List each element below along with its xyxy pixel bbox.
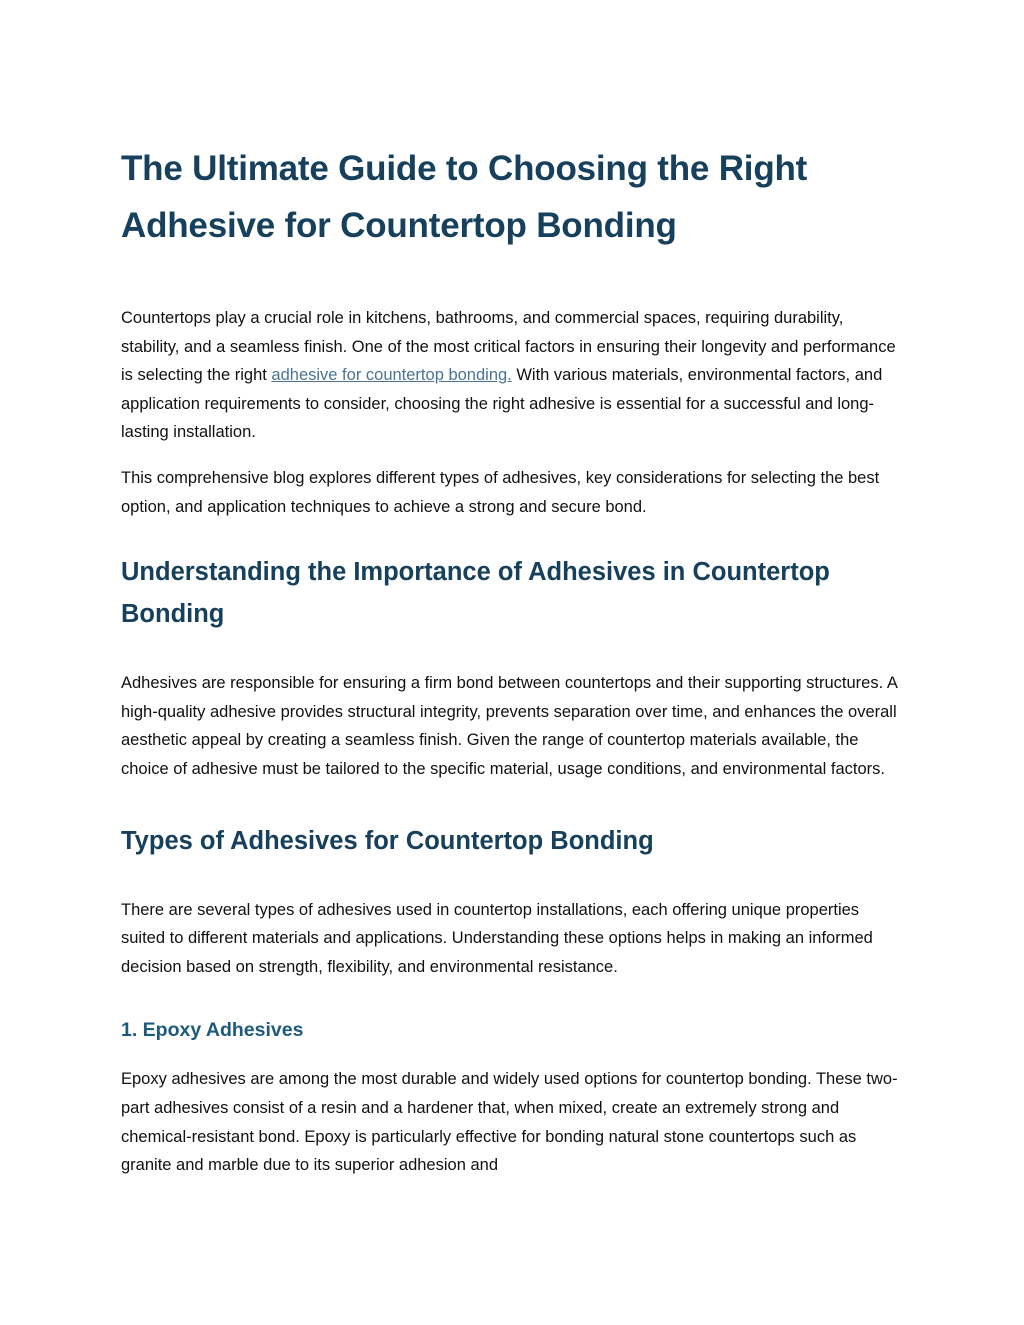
intro-text-before-link: Countertops play a crucial role in kitchens, bathrooms, and commercial spaces, requiring durability, stability, and a seamless finish. One of the most critical factors in ensuring their longevity and performance is selecting the right <box>121 309 896 385</box>
intro-paragraph <box>121 304 906 447</box>
intro-text-after-link: With various materials, environmental factors, and application requirements to consider, choosing the right adhesive is essential for a successful and long-lasting installation. <box>121 366 883 442</box>
overview-paragraph: This comprehensive blog explores different types of adhesives, key considerations for selecting the best option, and application techniques to achieve a strong and secure bond. <box>121 468 880 516</box>
adhesive-countertop-bonding-link[interactable]: adhesive for countertop bonding. <box>271 366 512 385</box>
subsection-body-epoxy: Epoxy adhesives are among the most durable and widely used options for countertop bonding. These two-part adhesives consist of a resin and a hardener that, when mixed, create an extremely strong and chemical-resistant bond. Epoxy is particularly effective for bonding natural stone countertops such as granite and marble due to its superior adhesion and <box>121 1070 898 1175</box>
page-title: The Ultimate Guide to Choosing the Right Adhesive for Countertop Bonding <box>121 149 808 245</box>
document-page <box>121 140 906 1197</box>
section-heading-importance: Understanding the Importance of Adhesives in Countertop Bonding <box>121 558 830 629</box>
section-heading-types: Types of Adhesives for Countertop Bonding <box>121 826 654 855</box>
section-body-types: There are several types of adhesives used in countertop installations, each offering unique properties suited to different materials and applications. Understanding these options helps in making an informed decision based on strength, flexibility, and environmental resistance. <box>121 900 873 976</box>
subsection-heading-epoxy: 1. Epoxy Adhesives <box>121 1019 304 1042</box>
section-body-importance: Adhesives are responsible for ensuring a firm bond between countertops and their supporting structures. A high-quality adhesive provides structural integrity, prevents separation over time, and enhances the overall aesthetic appeal by creating a seamless finish. Given the range of countertop materials available, the choice of adhesive must be tailored to the specific material, usage conditions, and environmental factors. <box>121 674 897 778</box>
